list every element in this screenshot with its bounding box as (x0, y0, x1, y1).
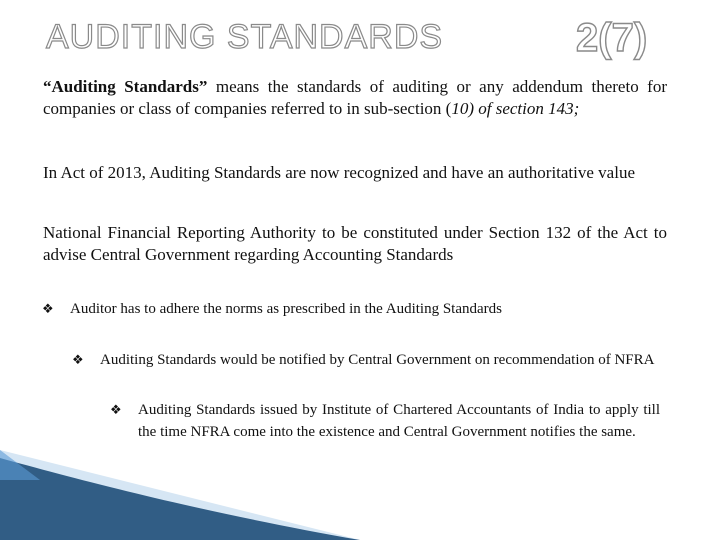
corner-decoration (0, 450, 360, 540)
bullet-item-3 (110, 399, 660, 443)
section-reference: 10) of section 143; (451, 99, 580, 118)
slide-number: 2(7) (576, 16, 648, 60)
nfra-paragraph: National Financial Reporting Authority to be constituted under Section 132 of the Act to advise Central Government regarding Accounting Standards (43, 223, 667, 264)
diamond-bullet-icon: ❖ (110, 402, 122, 417)
slide-title: AUDITING STANDARDS (46, 18, 444, 56)
bullet-item-2 (72, 349, 656, 371)
definition-paragraph (43, 76, 667, 120)
bullet-text: Auditor has to adhere the norms as prescribed in the Auditing Standards (70, 301, 502, 317)
recognition-paragraph: In Act of 2013, Auditing Standards are now recognized and have an authoritative value (43, 163, 635, 182)
diamond-bullet-icon: ❖ (72, 352, 84, 367)
bullet-text: Auditing Standards would be notified by Central Government on recommendation of NFRA (100, 352, 655, 368)
bullet-item-1 (42, 298, 530, 320)
definition-text: means the standards of auditing or any addendum thereto for companies or class of companies referred to in sub-section ( (43, 77, 667, 118)
diamond-bullet-icon: ❖ (42, 301, 54, 316)
bullet-text: Auditing Standards issued by Institute of Chartered Accountants of India to apply till the time NFRA come into the existence and Central Government notifies the same. (138, 402, 660, 440)
quoted-term: “Auditing Standards” (43, 77, 208, 96)
